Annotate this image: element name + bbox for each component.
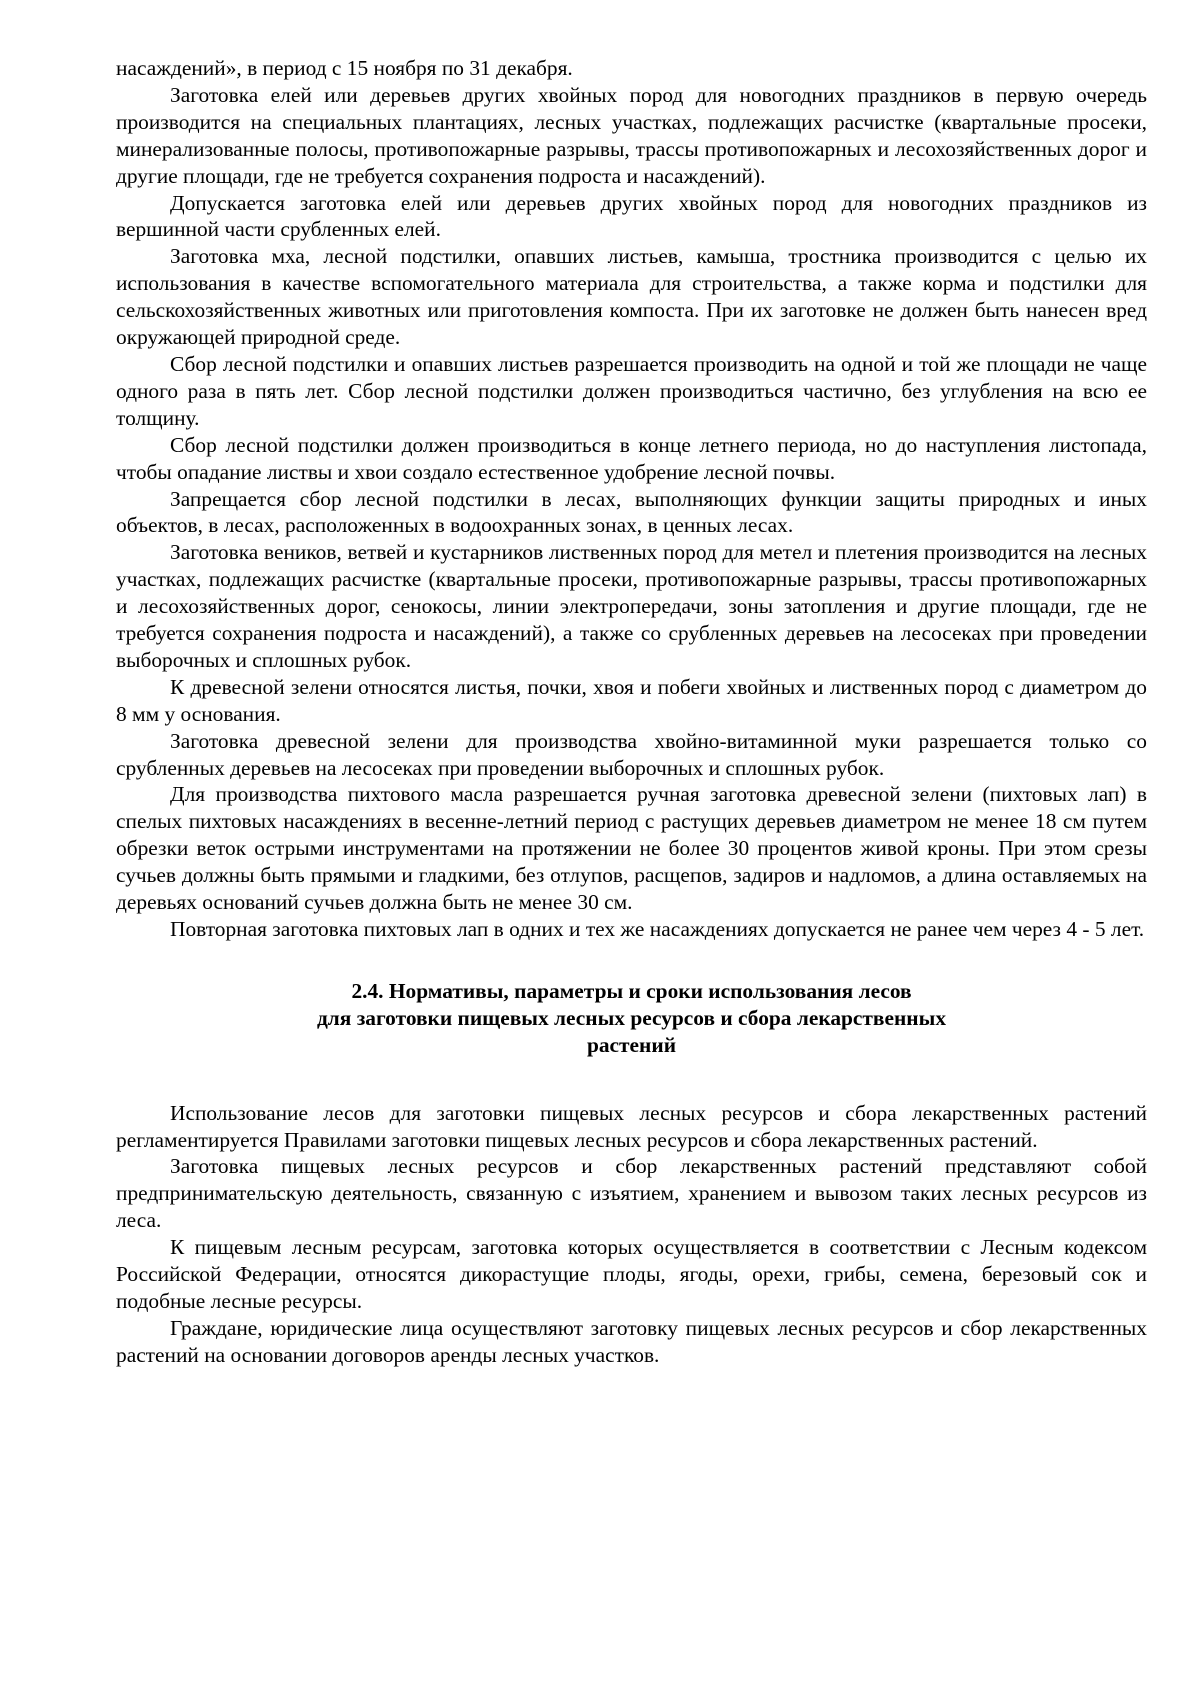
paragraph: Сбор лесной подстилки должен производиться в конце летнего периода, но до наступления листопада, чтобы опадание листвы и хвои создало естественное удобрение лесной почвы. [116, 432, 1147, 484]
paragraph: насаждений», в период с 15 ноября по 31 декабря. [116, 56, 573, 80]
section-heading [116, 978, 1147, 1059]
section-heading-line: растений [586, 1032, 677, 1057]
paragraph: Использование лесов для заготовки пищевых лесных ресурсов и сбора лекарственных растений регламентируется Правилами заготовки пищевых лесных ресурсов и сбора лекарственных растений. [116, 1100, 1147, 1152]
paragraph: Заготовка веников, ветвей и кустарников лиственных пород для метел и плетения производится на лесных участках, подлежащих расчистке (квартальные просеки, противопожарные разрывы, трассы противопожарных и лесохозяйственных дорог, сенокосы, линии электропередачи, зоны затопления и другие площади, где не требуется сохранения подроста и насаждений), а также со срубленных деревьев на лесосеках при проведении выборочных и сплошных рубок. [116, 540, 1147, 672]
paragraph: К пищевым лесным ресурсам, заготовка которых осуществляется в соответствии с Лесным кодексом Российской Федерации, относятся дикорастущие плоды, ягоды, орехи, грибы, семена, березовый сок и подобные лесные ресурсы. [116, 1235, 1147, 1313]
document-page [116, 55, 1147, 1369]
section-heading-line: 2.4. Нормативы, параметры и сроки использования лесов [351, 978, 912, 1003]
paragraph: Заготовка елей или деревьев других хвойных пород для новогодних праздников в первую очередь производится на специальных плантациях, лесных участках, подлежащих расчистке (квартальные просеки, минерализованные полосы, противопожарные разрывы, трассы противопожарных и лесохозяйственных дорог и другие площади, где не требуется сохранения подроста и насаждений). [116, 82, 1147, 188]
paragraph: Для производства пихтового масла разрешается ручная заготовка древесной зелени (пихтовых лап) в спелых пихтовых насаждениях в весенне-летний период с растущих деревьев диаметром не менее 18 см путем обрезки веток острыми инструментами на протяжении не более 30 процентов живой кроны. При этом срезы сучьев должны быть прямыми и гладкими, без отлупов, расщепов, задиров и надломов, а длина оставляемых на деревьях оснований сучьев должна быть не менее 30 см. [116, 782, 1147, 915]
paragraph: Сбор лесной подстилки и опавших листьев разрешается производить на одной и той же площади не чаще одного раза в пять лет. Сбор лесной подстилки должен производиться частично, без углубления на всю ее толщину. [116, 351, 1147, 430]
paragraph: Граждане, юридические лица осуществляют заготовку пищевых лесных ресурсов и сбор лекарственных растений на основании договоров аренды лесных участков. [116, 1315, 1147, 1367]
paragraph: Заготовка пищевых лесных ресурсов и сбор лекарственных растений представляют собой предпринимательскую деятельность, связанную с изъятием, хранением и вывозом таких лесных ресурсов из леса. [116, 1154, 1147, 1233]
paragraph: Повторная заготовка пихтовых лап в одних и тех же насаждениях допускается не ранее чем через 4 - 5 лет. [170, 917, 1145, 941]
paragraph: Допускается заготовка елей или деревьев других хвойных пород для новогодних праздников из вершинной части срубленных елей. [116, 190, 1147, 242]
paragraph: К древесной зелени относятся листья, почки, хвоя и побеги хвойных и лиственных пород с диаметром до 8 мм у основания. [116, 674, 1147, 726]
section-heading-line: для заготовки пищевых лесных ресурсов и сбора лекарственных [316, 1005, 947, 1030]
paragraph: Заготовка мха, лесной подстилки, опавших листьев, камыша, тростника производится с целью их использования в качестве вспомогательного материала для строительства, а также корма и подстилки для сельскохозяйственных животных или приготовления компоста. При их заготовке не должен быть нанесен вред окружающей природной среде. [116, 244, 1147, 350]
paragraph: Заготовка древесной зелени для производства хвойно-витаминной муки разрешается только со срубленных деревьев на лесосеках при проведении выборочных и сплошных рубок. [116, 728, 1147, 780]
paragraph: Запрещается сбор лесной подстилки в лесах, выполняющих функции защиты природных и иных объектов, в лесах, расположенных в водоохранных зонах, в ценных лесах. [116, 486, 1147, 538]
